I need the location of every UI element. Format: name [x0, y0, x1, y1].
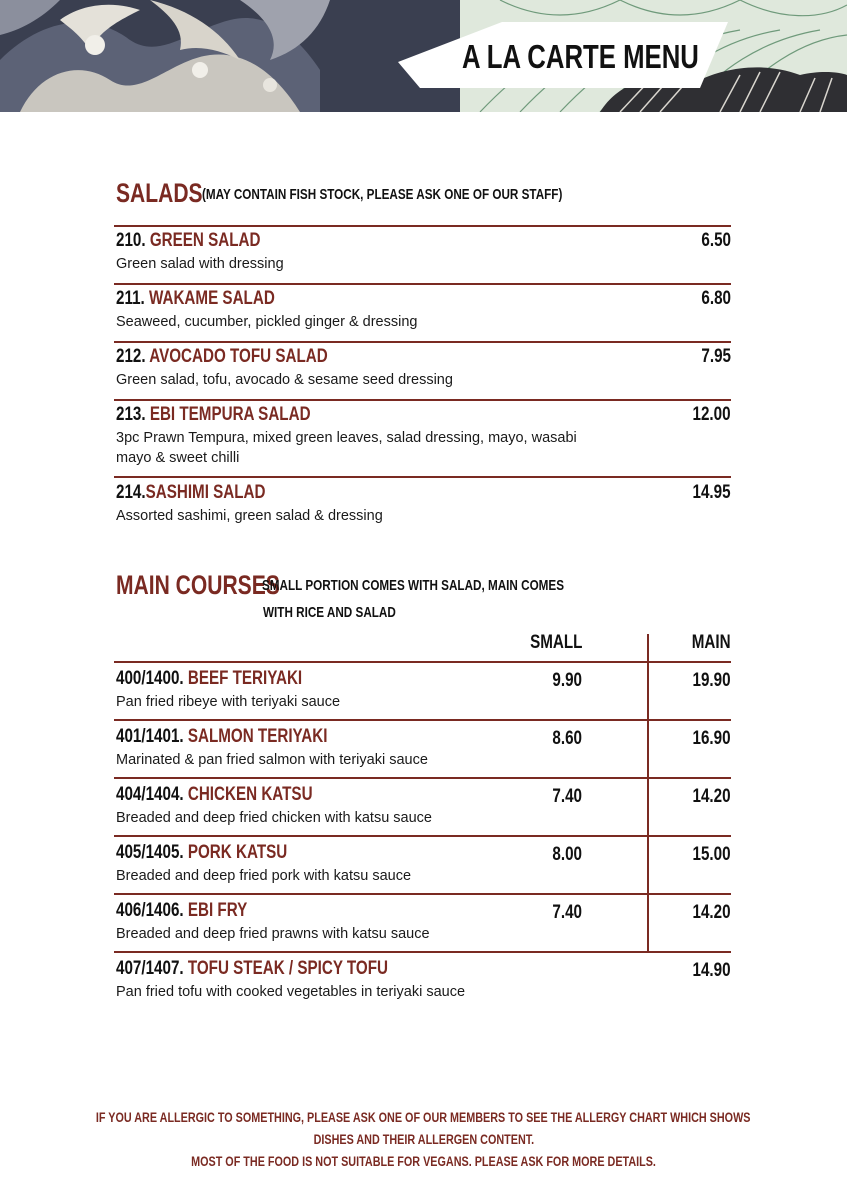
item-price: 6.50	[701, 230, 731, 251]
small-price: 8.60	[552, 728, 582, 749]
item-price: 6.80	[701, 288, 731, 309]
divider	[114, 283, 731, 285]
item-name: 214.SASHIMI SALAD	[116, 482, 266, 503]
divider	[114, 719, 731, 721]
salads-note: (MAY CONTAIN FISH STOCK, PLEASE ASK ONE OF OUR STAFF)	[202, 186, 563, 203]
salads-title: SALADS	[116, 178, 203, 208]
small-price: 8.00	[552, 844, 582, 865]
allergy-notice-line2: DISHES AND THEIR ALLERGEN CONTENT.	[313, 1132, 534, 1147]
item-name: 407/1407. TOFU STEAK / SPICY TOFU	[116, 958, 389, 979]
item-description: Pan fried ribeye with teriyaki sauce	[116, 694, 341, 710]
divider	[114, 661, 731, 663]
item-description: Green salad, tofu, avocado & sesame seed dressing	[116, 372, 453, 388]
main-price: 19.90	[692, 670, 731, 691]
small-price: 7.40	[552, 902, 582, 923]
column-divider	[647, 634, 649, 952]
item-description: Pan fried tofu with cooked vegetables in teriyaki sauce	[116, 984, 466, 1000]
small-price: 9.90	[552, 670, 582, 691]
item-description: Breaded and deep fried chicken with katsu sauce	[116, 810, 432, 826]
allergy-notice-line1: IF YOU ARE ALLERGIC TO SOMETHING, PLEASE ASK ONE OF OUR MEMBERS TO SEE THE ALLERGY CHART WHICH SHOWS	[96, 1110, 751, 1125]
item-description: Seaweed, cucumber, pickled ginger & dressing	[116, 314, 418, 330]
divider	[114, 399, 731, 401]
item-name: 213. EBI TEMPURA SALAD	[116, 404, 311, 425]
item-price: 7.95	[701, 346, 731, 367]
item-name: 210. GREEN SALAD	[116, 230, 261, 251]
main-price: 14.20	[692, 786, 731, 807]
mains-note-line1: SMALL PORTION COMES WITH SALAD, MAIN COMES	[262, 577, 565, 594]
divider	[114, 951, 731, 953]
header-banner	[0, 0, 847, 112]
item-name: 212. AVOCADO TOFU SALAD	[116, 346, 328, 367]
item-name: 405/1405. PORK KATSU	[116, 842, 288, 863]
divider	[114, 893, 731, 895]
item-description: Breaded and deep fried prawns with katsu sauce	[116, 926, 430, 942]
item-price: 12.00	[692, 404, 731, 425]
item-price: 14.95	[692, 482, 731, 503]
item-description: Green salad with dressing	[116, 256, 284, 272]
vegan-notice: MOST OF THE FOOD IS NOT SUITABLE FOR VEGANS. PLEASE ASK FOR MORE DETAILS.	[191, 1154, 656, 1169]
mains-note-line2: WITH RICE AND SALAD	[263, 604, 396, 621]
item-name: 406/1406. EBI FRY	[116, 900, 248, 921]
main-price: 14.90	[692, 960, 731, 981]
page-title: A LA CARTE MENU	[462, 38, 699, 75]
column-header-main: MAIN	[692, 632, 731, 653]
divider	[114, 476, 731, 478]
mains-title: MAIN COURSES	[116, 570, 280, 600]
main-price: 14.20	[692, 902, 731, 923]
item-description: Marinated & pan fried salmon with teriyaki sauce	[116, 752, 428, 768]
item-description: 3pc Prawn Tempura, mixed green leaves, salad dressing, mayo, wasabi mayo & sweet chilli	[116, 430, 577, 466]
wave-artwork	[0, 0, 847, 112]
item-name: 400/1400. BEEF TERIYAKI	[116, 668, 303, 689]
small-price: 7.40	[552, 786, 582, 807]
divider	[114, 225, 731, 227]
column-header-small: SMALL	[529, 632, 582, 653]
main-price: 16.90	[692, 728, 731, 749]
item-name: 404/1404. CHICKEN KATSU	[116, 784, 313, 805]
item-description: Breaded and deep fried pork with katsu sauce	[116, 868, 412, 884]
divider	[114, 777, 731, 779]
item-name: 211. WAKAME SALAD	[116, 288, 275, 309]
divider	[114, 341, 731, 343]
main-price: 15.00	[692, 844, 731, 865]
item-description: Assorted sashimi, green salad & dressing	[116, 508, 383, 524]
item-name: 401/1401. SALMON TERIYAKI	[116, 726, 328, 747]
divider	[114, 835, 731, 837]
